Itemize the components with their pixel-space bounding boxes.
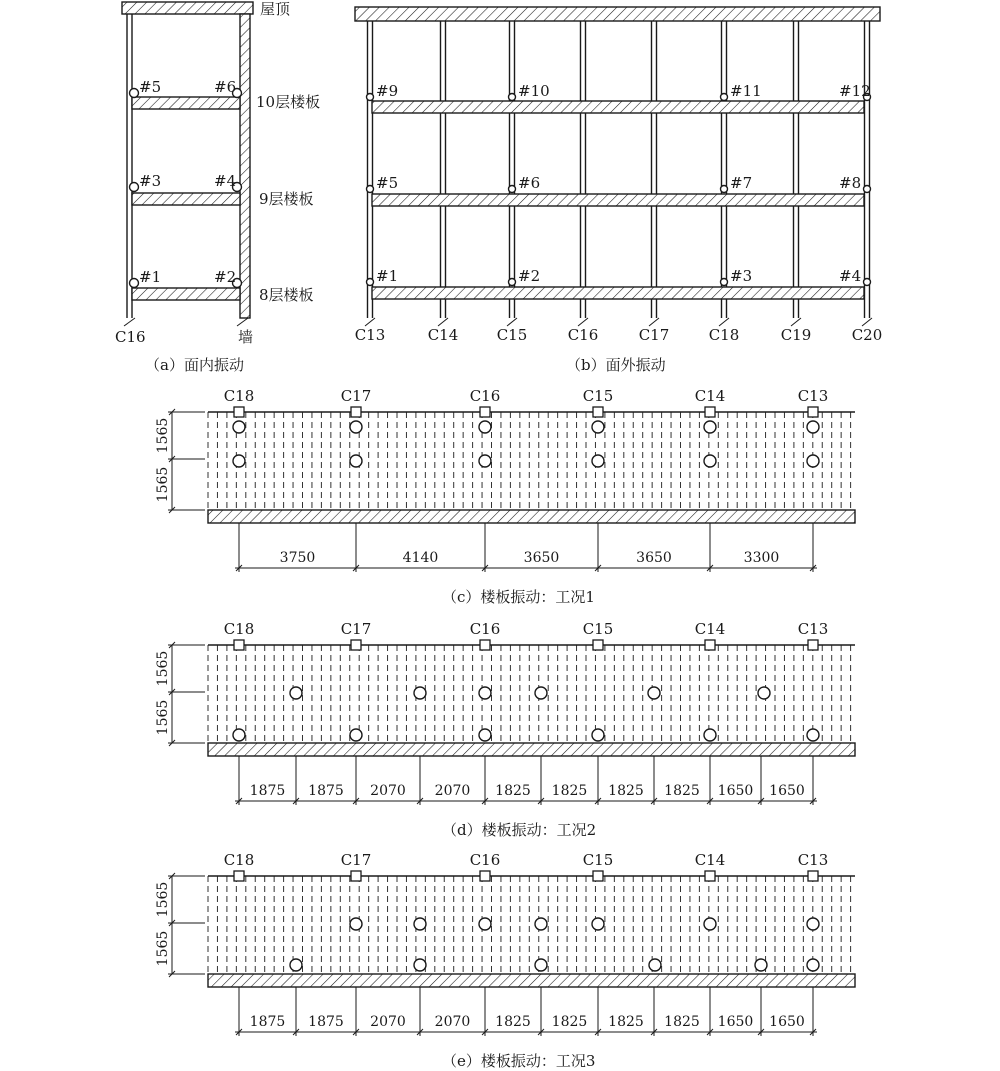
accelerometer-circle xyxy=(807,959,819,971)
row-dim-label: 1565 xyxy=(155,466,171,503)
span-dim-label: 1875 xyxy=(249,783,286,799)
floor-slab-b-10 xyxy=(372,101,864,113)
column-label-C17: C17 xyxy=(340,620,372,638)
bottom-beam xyxy=(208,510,855,523)
column-square-C15 xyxy=(593,407,603,417)
span-dim-label: 1825 xyxy=(495,783,531,799)
accelerometer-circle xyxy=(807,421,819,433)
accelerometer-circle xyxy=(350,421,362,433)
span-dim-label: 1650 xyxy=(717,783,754,799)
bottom-beam xyxy=(208,974,855,987)
accelerometer-circle xyxy=(414,687,426,699)
column-square-C13 xyxy=(808,407,818,417)
ground-tick-b-C18 xyxy=(719,318,729,326)
span-dim-label: 1825 xyxy=(551,1014,588,1030)
column-label-C15: C15 xyxy=(582,620,614,638)
accelerometer-circle xyxy=(807,918,819,930)
sensor-b-11 xyxy=(721,94,728,101)
accelerometer-circle xyxy=(704,421,716,433)
span-dim-label: 1825 xyxy=(664,783,700,799)
span-dim-label: 1875 xyxy=(249,1014,286,1030)
ground-tick-b-C13 xyxy=(365,318,375,326)
column-square-C15 xyxy=(593,640,603,650)
ground-tick-a2 xyxy=(237,318,248,326)
accelerometer-circle xyxy=(414,918,426,930)
sensor-label-b-9: #9 xyxy=(376,82,399,100)
accelerometer-circle xyxy=(290,687,302,699)
column-label-b-C13: C13 xyxy=(354,326,386,344)
sensor-a-5 xyxy=(130,89,139,98)
sensor-label-b-7: #7 xyxy=(730,174,753,192)
panel-d xyxy=(155,620,855,839)
column-square-C18 xyxy=(234,640,244,650)
accelerometer-circle xyxy=(592,421,604,433)
accelerometer-circle xyxy=(350,729,362,741)
caption-e: （e）楼板振动：工况3 xyxy=(442,1052,596,1070)
column-label-C16: C16 xyxy=(469,620,501,638)
column-label-C18: C18 xyxy=(223,851,255,869)
column-label-C14: C14 xyxy=(694,387,726,405)
ground-tick-a1 xyxy=(124,318,135,326)
accelerometer-circle xyxy=(233,729,245,741)
sensor-b-8 xyxy=(864,186,871,193)
column-label-C14: C14 xyxy=(694,620,726,638)
sensor-label-b-6: #6 xyxy=(518,174,541,192)
roof-label: 屋顶 xyxy=(260,0,291,18)
column-label-C13: C13 xyxy=(797,387,829,405)
column-label-C14: C14 xyxy=(694,851,726,869)
accelerometer-circle xyxy=(290,959,302,971)
span-dim-label: 1650 xyxy=(769,1014,805,1030)
panel-a xyxy=(115,0,320,374)
ground-tick-b-C19 xyxy=(791,318,801,326)
sensor-b-4 xyxy=(864,279,871,286)
ground-tick-b-C20 xyxy=(862,318,872,326)
sensor-label-a-3: #3 xyxy=(139,172,162,190)
accelerometer-circle xyxy=(233,455,245,467)
accelerometer-circle xyxy=(414,959,426,971)
span-dim-label: 1875 xyxy=(308,1014,344,1030)
panel-e xyxy=(155,851,855,1070)
roof-slab-b xyxy=(355,7,880,21)
column-label-b-C19: C19 xyxy=(780,326,812,344)
column-label-C18: C18 xyxy=(223,387,255,405)
accelerometer-circle xyxy=(233,421,245,433)
floor-slab-b-9 xyxy=(372,194,864,206)
row-dim-label: 1565 xyxy=(155,881,171,918)
column-label-b-C20: C20 xyxy=(851,326,883,344)
accelerometer-circle xyxy=(535,687,547,699)
column-label-C18: C18 xyxy=(223,620,255,638)
accelerometer-circle xyxy=(758,687,770,699)
column-square-C16 xyxy=(480,871,490,881)
span-dim-label: 1650 xyxy=(769,783,805,799)
accelerometer-circle xyxy=(704,729,716,741)
row-dim-label: 1565 xyxy=(155,930,171,967)
sensor-label-a-2: #2 xyxy=(214,268,237,286)
sensor-label-b-1: #1 xyxy=(376,267,399,285)
sensor-label-b-12: #12 xyxy=(839,82,871,100)
accelerometer-circle xyxy=(350,455,362,467)
column-label-C16: C16 xyxy=(469,851,501,869)
span-dim-label: 4140 xyxy=(402,550,439,566)
column-label-b-C14: C14 xyxy=(427,326,459,344)
wall-label: 墙 xyxy=(238,328,254,346)
accelerometer-circle xyxy=(479,729,491,741)
sensor-b-6 xyxy=(509,186,516,193)
sensor-b-9 xyxy=(367,94,374,101)
column-square-C17 xyxy=(351,640,361,650)
column-label-b-C15: C15 xyxy=(496,326,528,344)
ground-tick-b-C17 xyxy=(649,318,659,326)
span-dim-label: 1650 xyxy=(717,1014,754,1030)
row-dim-label: 1565 xyxy=(155,417,171,454)
bottom-beam xyxy=(208,743,855,756)
sensor-label-b-4: #4 xyxy=(839,267,862,285)
floor-label-8: 8层楼板 xyxy=(259,286,314,304)
column-square-C13 xyxy=(808,871,818,881)
column-square-C14 xyxy=(705,871,715,881)
column-label-b-C17: C17 xyxy=(638,326,670,344)
span-dim-label: 2070 xyxy=(370,783,406,799)
sensor-label-b-10: #10 xyxy=(518,82,550,100)
column-label-C13: C13 xyxy=(797,851,829,869)
column-square-C13 xyxy=(808,640,818,650)
floor-label-9: 9层楼板 xyxy=(259,190,314,208)
span-dim-label: 2070 xyxy=(434,1014,471,1030)
column-square-C14 xyxy=(705,640,715,650)
accelerometer-circle xyxy=(479,918,491,930)
floor-slab-b-8 xyxy=(372,287,864,299)
accelerometer-circle xyxy=(592,455,604,467)
column-label-C15: C15 xyxy=(582,851,614,869)
accelerometer-circle xyxy=(704,455,716,467)
column-square-C16 xyxy=(480,640,490,650)
sensor-label-b-8: #8 xyxy=(839,174,862,192)
accelerometer-circle xyxy=(807,455,819,467)
sensor-label-a-6: #6 xyxy=(214,78,237,96)
span-dim-label: 3650 xyxy=(636,550,672,566)
column-label-C16: C16 xyxy=(469,387,501,405)
sensor-label-b-11: #11 xyxy=(730,82,762,100)
span-dim-label: 1825 xyxy=(495,1014,531,1030)
sensor-label-b-3: #3 xyxy=(730,267,753,285)
span-dim-label: 1825 xyxy=(551,783,588,799)
sensor-label-b-2: #2 xyxy=(518,267,541,285)
span-dim-label: 2070 xyxy=(434,783,471,799)
column-label-C17: C17 xyxy=(340,851,372,869)
sensor-b-7 xyxy=(721,186,728,193)
sensor-b-10 xyxy=(509,94,516,101)
caption-b: （b）面外振动 xyxy=(566,356,666,374)
column-label-C13: C13 xyxy=(797,620,829,638)
accelerometer-circle xyxy=(649,959,661,971)
ground-tick-b-C14 xyxy=(438,318,448,326)
span-dim-label: 1825 xyxy=(608,1014,644,1030)
shear-wall xyxy=(240,14,250,318)
span-dim-label: 3300 xyxy=(743,550,780,566)
accelerometer-circle xyxy=(704,918,716,930)
ground-tick-b-C15 xyxy=(507,318,517,326)
column-label-b-C18: C18 xyxy=(708,326,740,344)
floor-slab-a-9 xyxy=(132,193,240,205)
ground-tick-b-C16 xyxy=(578,318,588,326)
span-dim-label: 1825 xyxy=(664,1014,700,1030)
column-square-C14 xyxy=(705,407,715,417)
caption-c: （c）楼板振动：工况1 xyxy=(442,588,595,606)
accelerometer-circle xyxy=(350,918,362,930)
caption-d: （d）楼板振动：工况2 xyxy=(442,821,597,839)
column-label-C15: C15 xyxy=(582,387,614,405)
roof-slab-a xyxy=(122,2,253,14)
span-dim-label: 3750 xyxy=(279,550,316,566)
sensor-b-5 xyxy=(367,186,374,193)
column-square-C18 xyxy=(234,871,244,881)
accelerometer-circle xyxy=(592,729,604,741)
sensor-b-1 xyxy=(367,279,374,286)
accelerometer-circle xyxy=(479,421,491,433)
accelerometer-circle xyxy=(592,918,604,930)
floor-slab-a-8 xyxy=(132,288,240,300)
row-dim-label: 1565 xyxy=(155,699,171,736)
sensor-a-3 xyxy=(130,183,139,192)
row-dim-label: 1565 xyxy=(155,650,171,687)
column-label-c16-a: C16 xyxy=(115,328,146,346)
span-dim-label: 2070 xyxy=(370,1014,406,1030)
sensor-label-a-1: #1 xyxy=(139,268,162,286)
accelerometer-circle xyxy=(807,729,819,741)
accelerometer-circle xyxy=(479,455,491,467)
column-square-C15 xyxy=(593,871,603,881)
sensor-b-2 xyxy=(509,279,516,286)
column-square-C17 xyxy=(351,407,361,417)
column-square-C18 xyxy=(234,407,244,417)
column-label-C17: C17 xyxy=(340,387,372,405)
floor-label-10: 10层楼板 xyxy=(256,93,321,111)
accelerometer-circle xyxy=(535,918,547,930)
panel-b xyxy=(355,7,883,374)
sensor-label-a-4: #4 xyxy=(214,172,237,190)
accelerometer-circle xyxy=(479,687,491,699)
floor-slab-a-10 xyxy=(132,97,240,109)
accelerometer-circle xyxy=(755,959,767,971)
span-dim-label: 1825 xyxy=(608,783,644,799)
span-dim-label: 1875 xyxy=(308,783,344,799)
column-square-C16 xyxy=(480,407,490,417)
column-square-C17 xyxy=(351,871,361,881)
column-label-b-C16: C16 xyxy=(567,326,599,344)
span-dim-label: 3650 xyxy=(523,550,560,566)
caption-a: （a）面内振动 xyxy=(145,356,244,374)
sensor-label-b-5: #5 xyxy=(376,174,399,192)
sensor-b-3 xyxy=(721,279,728,286)
accelerometer-circle xyxy=(648,687,660,699)
accelerometer-circle xyxy=(535,959,547,971)
panel-c xyxy=(155,387,855,606)
sensor-a-1 xyxy=(130,279,139,288)
sensor-label-a-5: #5 xyxy=(139,78,162,96)
